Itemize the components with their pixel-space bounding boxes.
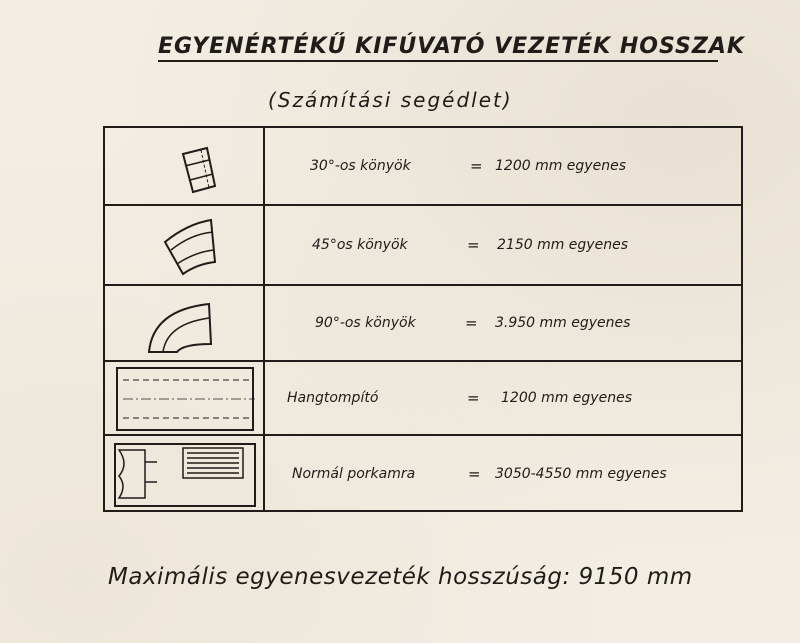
silencer-icon — [105, 362, 265, 436]
equals-sign: = — [467, 236, 480, 254]
row-label: 30°-os könyök — [310, 158, 411, 174]
icon-cell — [105, 286, 265, 360]
elbow-45-icon — [105, 206, 265, 286]
row-value: 1200 mm egyenes — [495, 158, 626, 174]
equivalent-length-table — [103, 126, 743, 512]
table-row — [105, 436, 741, 512]
equals-sign: = — [467, 389, 480, 407]
row-label: 90°-os könyök — [315, 315, 416, 331]
table-row — [105, 286, 741, 362]
row-label: 45°os könyök — [312, 237, 408, 253]
row-label: Normál porkamra — [292, 466, 416, 482]
document-subtitle: (Számítási segédlet) — [268, 88, 513, 112]
elbow-90-icon — [105, 286, 265, 362]
row-label: Hangtompító — [287, 390, 379, 406]
equals-sign: = — [465, 314, 478, 332]
table-row — [105, 128, 741, 206]
equals-sign: = — [468, 465, 481, 483]
row-value: 2150 mm egyenes — [497, 237, 628, 253]
elbow-30-icon — [105, 128, 265, 206]
row-value: 1200 mm egyenes — [501, 390, 632, 406]
table-row — [105, 362, 741, 436]
steam-chamber-icon — [105, 436, 265, 512]
icon-cell — [105, 206, 265, 284]
equals-sign: = — [470, 157, 483, 175]
icon-cell — [105, 436, 265, 512]
row-value: 3.950 mm egyenes — [495, 315, 631, 331]
icon-cell — [105, 128, 265, 204]
document-title: EGYENÉRTÉKŰ KIFÚVATÓ VEZETÉK HOSSZAK — [158, 34, 718, 62]
table-row — [105, 206, 741, 286]
max-length-note: Maximális egyenesvezeték hosszúság: 9150 mm — [108, 564, 693, 590]
row-value: 3050-4550 mm egyenes — [495, 466, 667, 482]
icon-cell — [105, 362, 265, 434]
